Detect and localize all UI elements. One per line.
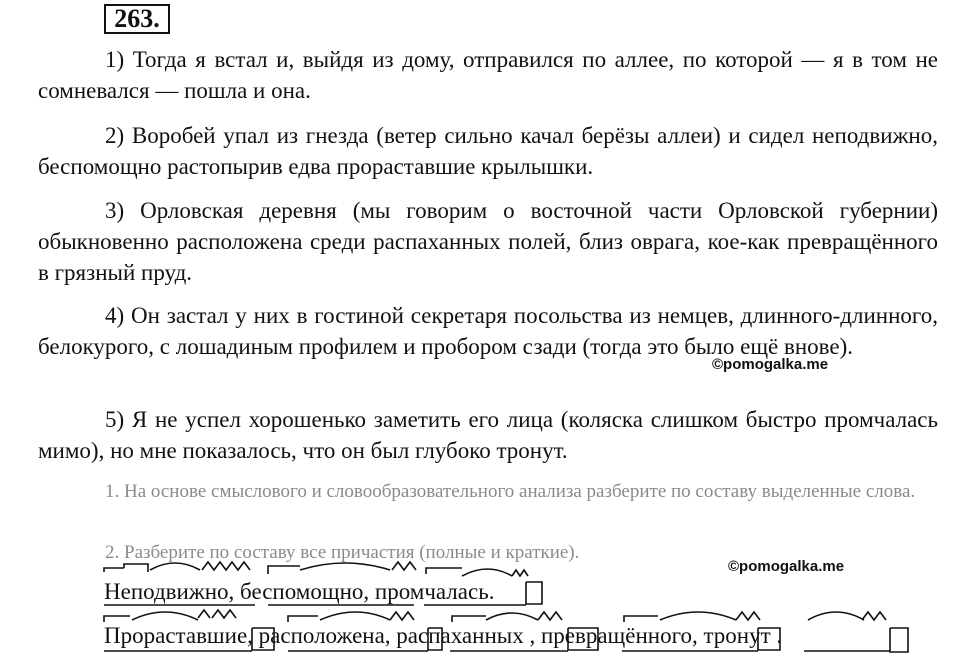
sentence-3: 3) Орловская деревня (мы говорим о восточной части Орловской губернии) обыкновенно расположена среди распаханных полей, близ оврага, кое-как превращённого в грязный пруд. xyxy=(38,198,938,285)
root-arc xyxy=(132,612,198,620)
parsed-word: беспомощно xyxy=(240,579,364,604)
prefix-mark xyxy=(268,566,300,574)
root-arc xyxy=(320,612,390,620)
parsed-word: расположена xyxy=(258,623,385,648)
separator: , xyxy=(228,579,241,604)
separator: . xyxy=(770,623,783,648)
ending-box xyxy=(526,582,542,604)
separator: , xyxy=(691,623,704,648)
task-1: 1. На основе смыслового и словообразовательного анализа разберите по составу выделенные слова. xyxy=(105,481,916,502)
exercise-number: 263. xyxy=(104,4,170,34)
prefix-mark xyxy=(104,568,124,572)
root-arc xyxy=(660,612,736,620)
suffix-mark xyxy=(198,610,210,618)
suffix-mark xyxy=(212,610,236,618)
root-arc xyxy=(462,569,512,576)
morpheme-marks-word-8 xyxy=(804,612,908,652)
suffix-mark xyxy=(736,612,760,620)
separator: , xyxy=(247,623,259,648)
sentence-2: 2) Воробей упал из гнезда (ветер сильно качал берёзы аллеи) и сидел неподвижно, беспомощно растопырив едва прораставшие крылышки. xyxy=(38,123,938,179)
task-2: 2. Разберите по составу все причастия (полные и краткие). xyxy=(105,542,580,563)
parsed-word: Прораставшие xyxy=(104,623,248,648)
ending-box xyxy=(890,628,908,652)
suffix-mark xyxy=(512,570,528,576)
root-arc xyxy=(486,613,538,620)
watermark-1: ©pomogalka.me xyxy=(712,356,829,373)
sentence-4: 4) Он застал у них в гостиной секретаря посольства из немцев, длинного-длинного, белокурого, с лошадиным профилем и пробором сзади (тогда это было ещё внове). xyxy=(38,303,938,359)
parsed-word: тронут xyxy=(703,623,771,648)
sentence-5: 5) Я не успел хорошенько заметить его лица (коляска слишком быстро промчалась мимо), но мне показалось, что он был глубоко тронут. xyxy=(38,407,938,463)
watermark-2: ©pomogalka.me xyxy=(728,558,845,575)
parsed-word: Неподвижно xyxy=(104,579,229,604)
suffix-mark xyxy=(390,612,414,620)
root-arc xyxy=(808,612,864,620)
parse-line-1 xyxy=(104,578,494,606)
suffix-mark xyxy=(538,612,562,620)
separator: , xyxy=(384,623,397,648)
parsed-word: превращённого xyxy=(540,623,692,648)
parsed-word: промчалась xyxy=(374,579,489,604)
parsed-word: распаханных xyxy=(396,623,524,648)
suffix-mark xyxy=(862,612,886,620)
separator: . xyxy=(488,579,495,604)
parse-line-2 xyxy=(104,622,782,650)
separator: , xyxy=(523,623,541,648)
sentence-1: 1) Тогда я встал и, выйдя из дому, отправился по аллее, по которой — я в том не сомневался — пошла и она. xyxy=(38,47,938,103)
prefix-mark xyxy=(426,568,462,574)
separator: , xyxy=(363,579,375,604)
